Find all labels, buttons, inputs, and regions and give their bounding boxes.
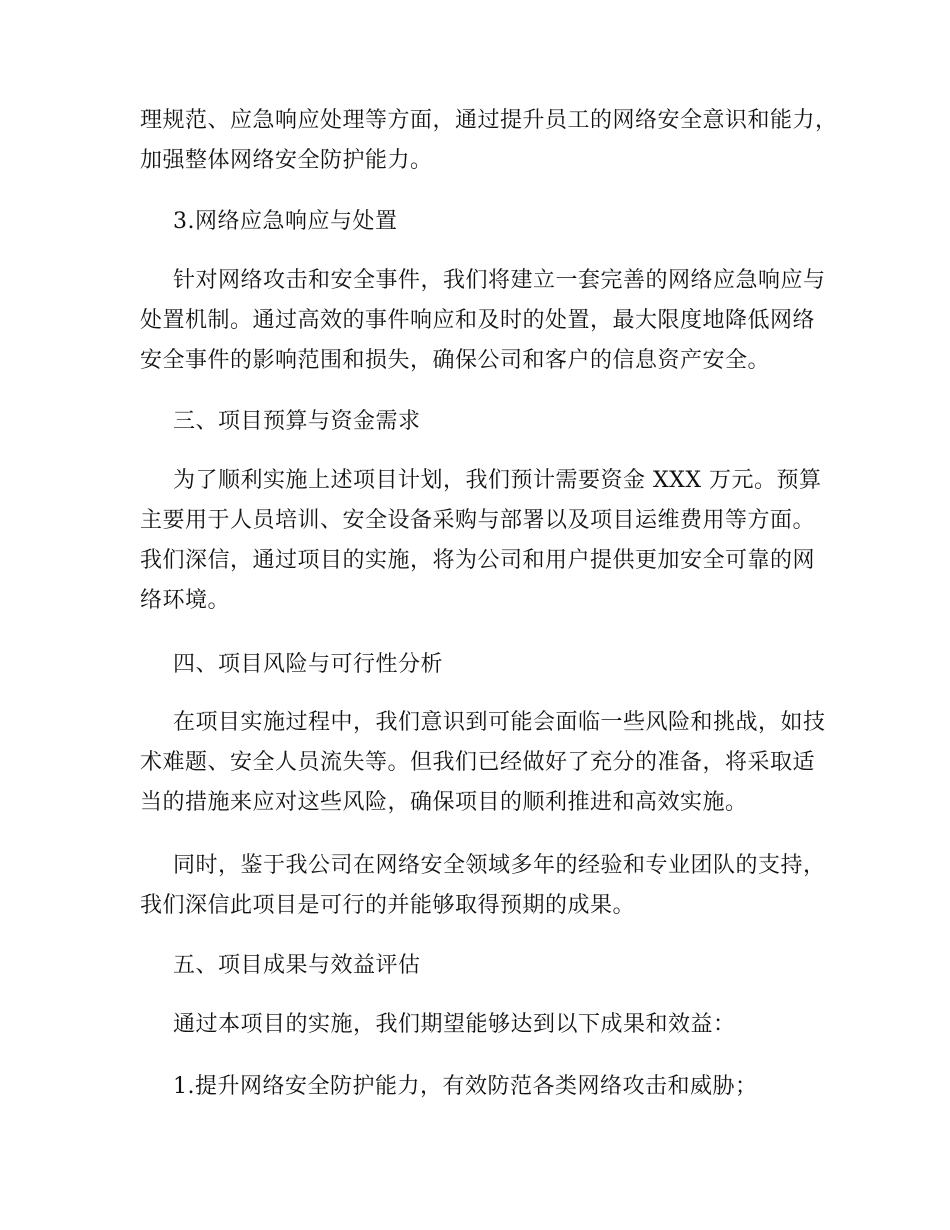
text-line: 通过本项目的实施，我们期望能够达到以下成果和效益： <box>173 1012 736 1037</box>
heading-text: 三、项目预算与资金需求 <box>173 409 421 434</box>
text-line: 我们深信此项目是可行的并能够取得预期的成果。 <box>140 893 636 918</box>
text-line: 我们深信，通过项目的实施，将为公司和用户提供更加安全可靠的网 <box>140 548 816 573</box>
paragraph-results-intro <box>140 1005 840 1045</box>
text-line: 加强整体网络安全防护能力。 <box>140 148 433 173</box>
text-line: 为了顺利实施上述项目计划，我们预计需要资金 XXX 万元。预算 <box>173 468 822 493</box>
subheading-emergency-response <box>140 202 840 242</box>
heading-text: 四、项目风险与可行性分析 <box>173 652 444 677</box>
list-item-result-1 <box>140 1067 840 1107</box>
text-line: 络环境。 <box>140 588 231 613</box>
paragraph-continuation <box>140 101 840 181</box>
heading-results <box>140 946 840 986</box>
text-line: 在项目实施过程中，我们意识到可能会面临一些风险和挑战，如技 <box>173 710 826 735</box>
paragraph-risk <box>140 703 840 823</box>
text-line: 同时，鉴于我公司在网络安全领域多年的经验和专业团队的支持， <box>173 853 826 878</box>
text-line: 术难题、安全人员流失等。但我们已经做好了充分的准备，将采取适 <box>140 750 816 775</box>
text-line: 主要用于人员培训、安全设备采购与部署以及项目运维费用等方面。 <box>140 508 816 533</box>
heading-budget <box>140 402 840 442</box>
text-line: 处置机制。通过高效的事件响应和及时的处置，最大限度地降低网络 <box>140 308 816 333</box>
heading-risk <box>140 645 840 685</box>
paragraph-feasibility <box>140 846 840 926</box>
text-line: 理规范、应急响应处理等方面，通过提升员工的网络安全意识和能力， <box>140 108 838 133</box>
text-line: 针对网络攻击和安全事件，我们将建立一套完善的网络应急响应与 <box>173 268 826 293</box>
text-line: 安全事件的影响范围和损失，确保公司和客户的信息资产安全。 <box>140 348 771 373</box>
paragraph-budget <box>140 461 840 621</box>
text-line: 1.提升网络安全防护能力，有效防范各类网络攻击和威胁； <box>173 1074 758 1099</box>
heading-text: 3.网络应急响应与处置 <box>173 209 398 234</box>
text-line: 当的措施来应对这些风险，确保项目的顺利推进和高效实施。 <box>140 790 748 815</box>
heading-text: 五、项目成果与效益评估 <box>173 953 421 978</box>
paragraph-emergency-response <box>140 261 840 381</box>
